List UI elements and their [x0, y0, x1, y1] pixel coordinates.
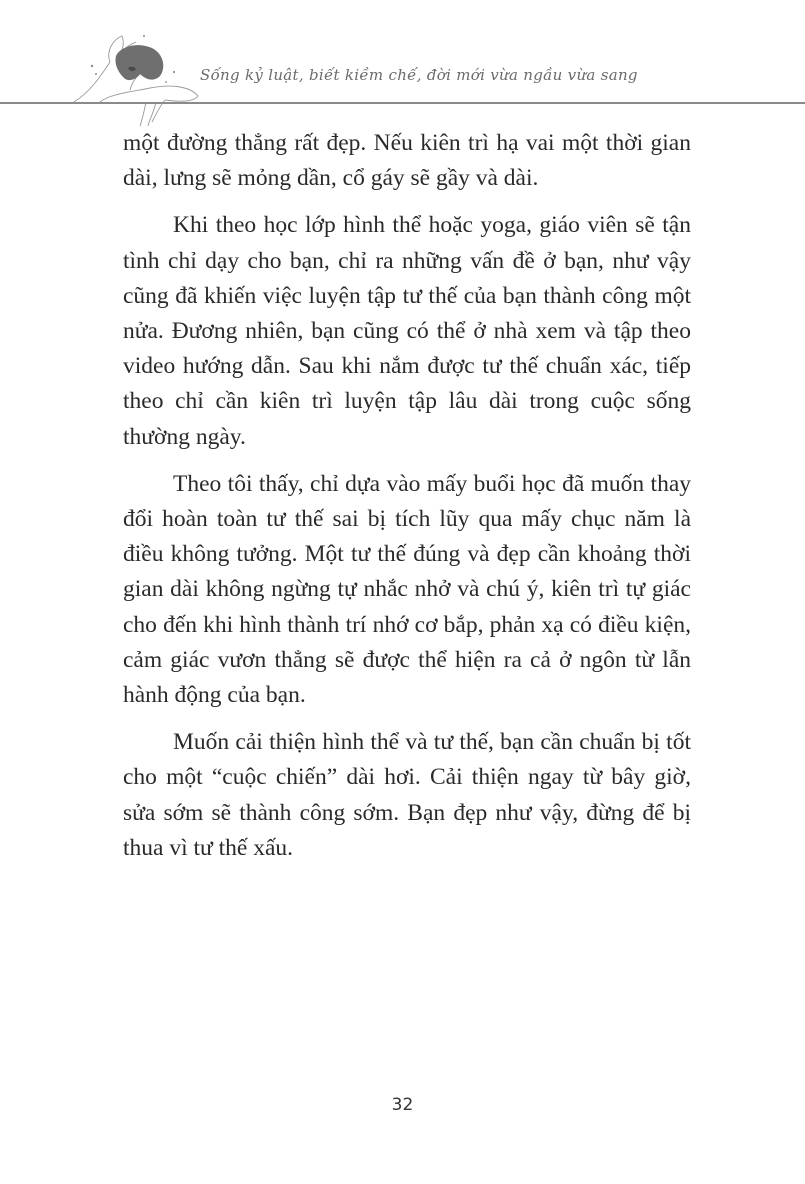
page-header [0, 0, 805, 135]
paragraph: một đường thẳng rất đẹp. Nếu kiên trì hạ vai một thời gian dài, lưng sẽ mỏng dần, cổ gáy sẽ gầy và dài. [123, 130, 691, 192]
header-rule [0, 102, 805, 104]
body-text [123, 126, 691, 878]
running-head: Sống kỷ luật, biết kiềm chế, đời mới vừa ngầu vừa sang [200, 66, 638, 84]
woman-leaning-illustration-icon [70, 22, 210, 132]
page-number: 32 [391, 1095, 414, 1115]
paragraph: Khi theo học lớp hình thể hoặc yoga, giáo viên sẽ tận tình chỉ dạy cho bạn, chỉ ra những vấn đề ở bạn, như vậy cũng đã khiến việc luyện tập tư thế của bạn thành công một nửa. Đương nhiên, bạn cũng có thể ở nhà xem và tập theo video hướng dẫn. Sau khi nắm được tư thế chuẩn xác, tiếp theo chỉ cần kiên trì luyện tập lâu dài trong cuộc sống thường ngày. [123, 212, 691, 450]
paragraph: Muốn cải thiện hình thể và tư thế, bạn cần chuẩn bị tốt cho một “cuộc chiến” dài hơi. Cải thiện ngay từ bây giờ, sửa sớm sẽ thành công sớm. Bạn đẹp như vậy, đừng để bị thua vì tư thế xấu. [123, 729, 691, 861]
paragraph: Theo tôi thấy, chỉ dựa vào mấy buổi học đã muốn thay đổi hoàn toàn tư thế sai bị tích lũy qua mấy chục năm là điều không tưởng. Một tư thế đúng và đẹp cần khoảng thời gian dài không ngừng tự nhắc nhở và chú ý, kiên trì tự giác cho đến khi hình thành trí nhớ cơ bắp, phản xạ có điều kiện, cảm giác vươn thẳng sẽ được thể hiện ra cả ở ngôn từ lẫn hành động của bạn. [123, 470, 691, 709]
